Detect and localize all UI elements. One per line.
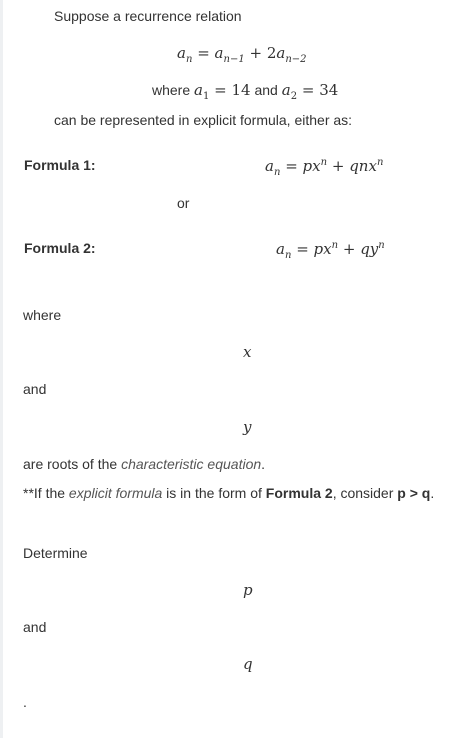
var-p: p — [243, 581, 253, 599]
var-x: x — [243, 343, 252, 361]
end-dot: . — [23, 694, 27, 710]
formula1-expression: $a_n = px^n + qnx^n$ — [265, 157, 384, 178]
note-sentence: **If the explicit formula is in the form of Formula 2, consider p > q. — [23, 485, 435, 501]
roots-sentence: are roots of the characteristic equation. — [23, 456, 266, 472]
and-text-1: and — [23, 381, 47, 397]
formula2-label: Formula 2: — [24, 240, 96, 256]
intro-line-3: can be represented in explicit formula, either as: — [54, 112, 353, 128]
intro-line: Suppose a recurrence relation — [54, 8, 242, 24]
where-text: where — [23, 307, 62, 323]
var-q: q — [243, 655, 253, 673]
formula1-label: Formula 1: — [24, 157, 96, 173]
determine-text: Determine — [23, 545, 88, 561]
left-border — [0, 0, 3, 738]
and-text-2: and — [23, 619, 47, 635]
var-y: y — [243, 418, 252, 436]
recurrence-relation: $a_n = a_{n-1} + 2a_{n-2}$ — [177, 44, 307, 65]
formula2-expression: $a_n = px^n + qy^n$ — [276, 240, 385, 261]
initial-conditions: where $a_1 = 14$ and $a_2 = 34$ — [152, 81, 339, 102]
or-text: or — [177, 195, 190, 211]
